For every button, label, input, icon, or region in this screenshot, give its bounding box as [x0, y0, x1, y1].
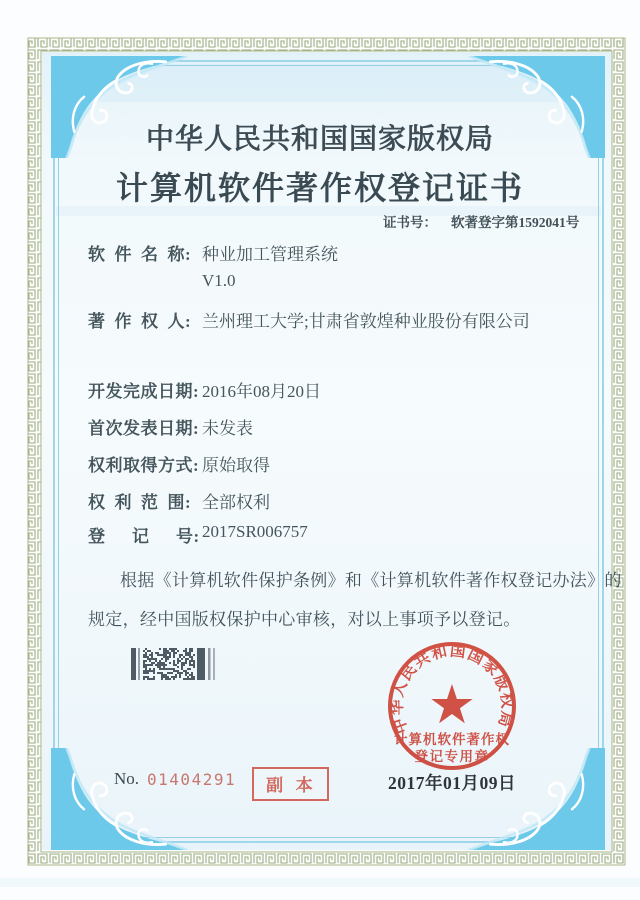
copy-stamp: 副 本 [252, 767, 329, 801]
seal-ring-text: 中华人民共和国国家版权局 [388, 642, 516, 736]
seal-line2: 登记专用章 [414, 749, 490, 764]
field-rights-scope [88, 488, 588, 513]
certificate-number-value: 软著登字第1592041号 [451, 215, 580, 230]
field-label: 著 作 权 人: [88, 312, 192, 331]
statement-line-1: 根据《计算机软件保护条例》和《计算机软件著作权登记办法》的 [120, 571, 622, 590]
field-value: 2017SR006757 [202, 522, 308, 541]
field-value: 原始取得 [202, 456, 270, 475]
field-label: 权利取得方式: [88, 456, 200, 475]
official-seal [368, 622, 536, 790]
certificate-number-line [383, 211, 579, 231]
field-label: 首次发表日期: [88, 419, 200, 438]
barcode [131, 647, 228, 681]
field-label: 软 件 名 称: [88, 245, 192, 264]
field-software-name [88, 240, 588, 291]
field-label: 开发完成日期: [88, 382, 200, 401]
certificate-number-label: 证书号： [383, 215, 437, 230]
field-rights-acquisition [88, 451, 588, 476]
field-value: 兰州理工大学;甘肃省敦煌种业股份有限公司 [202, 312, 530, 331]
field-value: 2016年08月20日 [202, 382, 321, 401]
star-icon: ★ [427, 675, 477, 735]
issuing-authority-title: 中华人民共和国国家版权局 [145, 124, 494, 155]
serial-number: 01404291 [147, 770, 237, 789]
field-first-publication-date [88, 414, 588, 439]
field-value: 未发表 [202, 419, 253, 438]
field-value: 全部权利 [202, 493, 270, 512]
field-registration-number [88, 522, 588, 547]
serial-prefix: No. [114, 769, 140, 788]
field-completion-date [88, 377, 588, 402]
field-label: 登 记 号: [88, 527, 200, 546]
issue-date: 2017年01月09日 [388, 773, 516, 793]
field-label: 权 利 范 围: [88, 493, 192, 512]
field-value: 种业加工管理系统 [202, 245, 338, 264]
seal-line1: 计算机软件著作权 [394, 732, 510, 747]
field-value-version: V1.0 [202, 271, 236, 290]
field-copyright-owner [88, 307, 588, 332]
certificate-title: 计算机软件著作权登记证书 [115, 170, 524, 206]
statement-line-2: 规定，经中国版权保护中心审核，对以上事项予以登记。 [88, 610, 521, 629]
serial-row [114, 769, 329, 801]
